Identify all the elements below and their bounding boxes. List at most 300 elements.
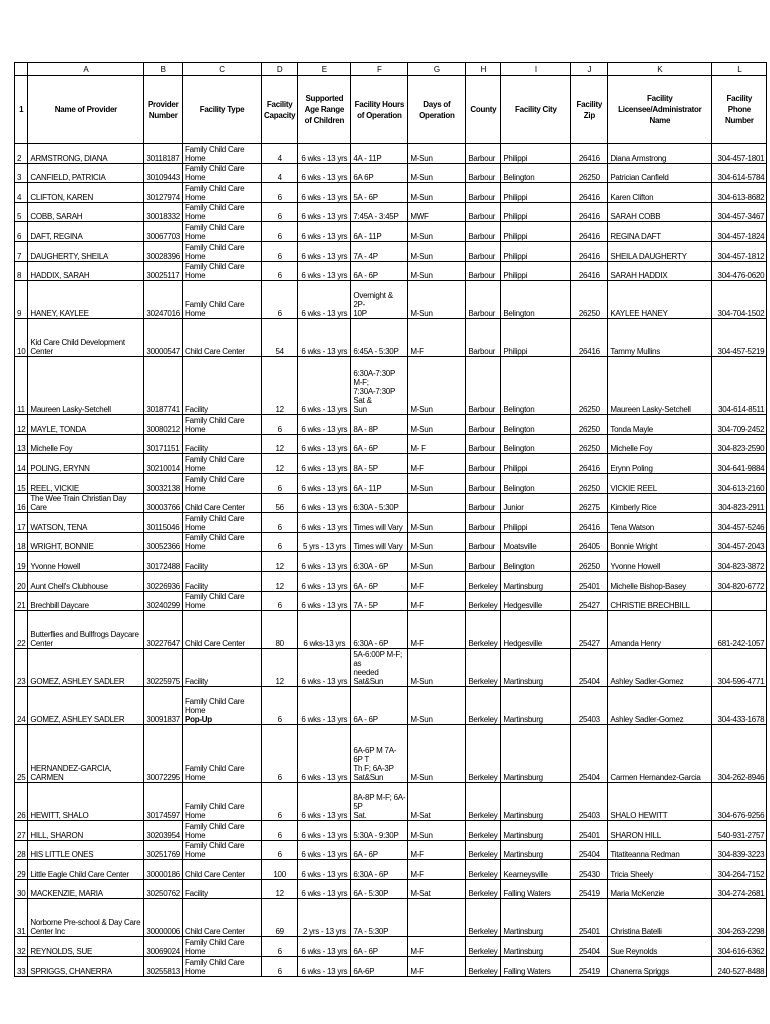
cell-provider-name: WRIGHT, BONNIE [28, 532, 144, 552]
cell-admin-name: Tricia Sheely [608, 860, 712, 880]
cell-facility-type: Family Child Care Home [183, 281, 262, 319]
cell-admin-name: SHARON HILL [608, 821, 712, 841]
cell-capacity: 6 [262, 415, 298, 435]
cell-phone: 304-457-2043 [712, 532, 767, 552]
cell-hours: 6A - 6P [351, 261, 408, 281]
column-letter: J [571, 63, 608, 76]
cell-admin-name: Ashley Sadler-Gomez [608, 649, 712, 687]
cell-city: Hedgesville [501, 611, 571, 649]
cell-provider-number: 30118187 [144, 144, 183, 164]
cell-facility-type: Facility [183, 879, 262, 899]
cell-capacity: 12 [262, 571, 298, 591]
cell-provider-number: 30227647 [144, 611, 183, 649]
column-letter: D [262, 63, 298, 76]
cell-facility-type: Family Child Care Home [183, 840, 262, 860]
cell-row-number: 10 [15, 319, 28, 357]
cell-county: Barbour [466, 415, 501, 435]
cell-days: M-F [408, 319, 466, 357]
cell-age-range: 5 yrs - 13 yrs [298, 532, 351, 552]
cell-hours: Times will Vary [351, 513, 408, 533]
cell-zip: 26250 [571, 434, 608, 454]
header-capacity: Facility Capacity [262, 76, 298, 144]
cell-provider-name: REYNOLDS, SUE [28, 937, 144, 957]
cell-phone: 304-457-1801 [712, 144, 767, 164]
cell-row-number: 27 [15, 821, 28, 841]
column-letter: I [501, 63, 571, 76]
cell-age-range: 6 wks - 13 yrs [298, 493, 351, 513]
cell-zip: 26275 [571, 493, 608, 513]
cell-age-range: 6 wks - 13 yrs [298, 415, 351, 435]
cell-provider-number: 30109443 [144, 163, 183, 183]
cell-provider-number: 30115046 [144, 513, 183, 533]
cell-hours: Overnight & 2P- 10P [351, 281, 408, 319]
cell-age-range: 6 wks - 13 yrs [298, 357, 351, 415]
cell-city: Philippi [501, 144, 571, 164]
cell-row-number: 5 [15, 202, 28, 222]
cell-provider-number: 30069024 [144, 937, 183, 957]
cell-city: Martinsburg [501, 725, 571, 783]
cell-admin-name: SHEILA DAUGHERTY [608, 241, 712, 261]
cell-phone: 304-839-3223 [712, 840, 767, 860]
cell-zip: 26416 [571, 222, 608, 242]
cell-days: M-Sun [408, 473, 466, 493]
column-letter: H [466, 63, 501, 76]
cell-hours: 5A - 6P [351, 183, 408, 203]
cell-capacity: 12 [262, 454, 298, 474]
cell-admin-name: Tena Watson [608, 513, 712, 533]
cell-days: M-Sun [408, 687, 466, 725]
cell-county: Berkeley [466, 860, 501, 880]
cell-county: Berkeley [466, 687, 501, 725]
cell-row-number: 7 [15, 241, 28, 261]
table-row [15, 571, 767, 591]
cell-phone: 304-704-1502 [712, 281, 767, 319]
cell-capacity: 6 [262, 937, 298, 957]
cell-phone: 304-457-5246 [712, 513, 767, 533]
cell-admin-name: Kimberly Rice [608, 493, 712, 513]
table-row [15, 725, 767, 783]
cell-row-number: 28 [15, 840, 28, 860]
header-row [15, 76, 767, 144]
cell-provider-number: 30091837 [144, 687, 183, 725]
cell-zip: 26250 [571, 415, 608, 435]
cell-hours: 6A - 6P [351, 687, 408, 725]
cell-county: Berkeley [466, 611, 501, 649]
cell-admin-name: Bonnie Wright [608, 532, 712, 552]
cell-capacity: 4 [262, 144, 298, 164]
cell-city: Belington [501, 281, 571, 319]
cell-city: Philippi [501, 183, 571, 203]
cell-zip: 25403 [571, 687, 608, 725]
cell-provider-name: GOMEZ, ASHLEY SADLER [28, 687, 144, 725]
cell-hours: 4A - 11P [351, 144, 408, 164]
cell-provider-name: Yvonne Howell [28, 552, 144, 572]
table-body [15, 144, 767, 977]
cell-capacity: 12 [262, 649, 298, 687]
cell-phone: 304-264-7152 [712, 860, 767, 880]
cell-provider-number: 30240299 [144, 591, 183, 611]
cell-provider-number: 30000006 [144, 899, 183, 937]
cell-phone: 304-614-5784 [712, 163, 767, 183]
cell-admin-name: Patrician Canfield [608, 163, 712, 183]
cell-provider-number: 30247016 [144, 281, 183, 319]
cell-zip: 26250 [571, 473, 608, 493]
cell-provider-number: 30225975 [144, 649, 183, 687]
cell-provider-number: 30003766 [144, 493, 183, 513]
cell-phone: 304-262-8946 [712, 725, 767, 783]
cell-provider-name: WATSON, TENA [28, 513, 144, 533]
cell-provider-number: 30127974 [144, 183, 183, 203]
cell-facility-type: Family Child Care Home [183, 532, 262, 552]
cell-admin-name: KAYLEE HANEY [608, 281, 712, 319]
cell-facility-type: Family Child Care Home [183, 183, 262, 203]
cell-capacity: 6 [262, 261, 298, 281]
cell-hours: 7:45A - 3:45P [351, 202, 408, 222]
cell-county: Barbour [466, 281, 501, 319]
cell-age-range: 6 wks - 13 yrs [298, 183, 351, 203]
cell-hours: 6A - 6P [351, 571, 408, 591]
cell-city: Philippi [501, 241, 571, 261]
cell-age-range: 6 wks - 13 yrs [298, 261, 351, 281]
cell-days: M-F [408, 937, 466, 957]
cell-county: Barbour [466, 163, 501, 183]
cell-county: Barbour [466, 319, 501, 357]
cell-row-number: 26 [15, 783, 28, 821]
cell-hours: 6:45A - 5:30P [351, 319, 408, 357]
cell-hours: 6A 6P [351, 163, 408, 183]
cell-zip: 25401 [571, 899, 608, 937]
cell-row-number: 13 [15, 434, 28, 454]
cell-admin-name: Karen Clifton [608, 183, 712, 203]
table-row [15, 783, 767, 821]
cell-row-number: 8 [15, 261, 28, 281]
cell-phone: 304-823-3872 [712, 552, 767, 572]
cell-provider-name: HILL, SHARON [28, 821, 144, 841]
cell-row-number: 17 [15, 513, 28, 533]
table-row [15, 591, 767, 611]
cell-admin-name: Amanda Henry [608, 611, 712, 649]
cell-phone: 304-274-2681 [712, 879, 767, 899]
cell-capacity: 12 [262, 434, 298, 454]
cell-city: Junior [501, 493, 571, 513]
cell-facility-type: Family Child Care Home [183, 202, 262, 222]
cell-provider-name: HANEY, KAYLEE [28, 281, 144, 319]
cell-admin-name: Diana Armstrong [608, 144, 712, 164]
cell-age-range: 6 wks - 13 yrs [298, 241, 351, 261]
cell-facility-type: Child Care Center [183, 319, 262, 357]
cell-facility-type: Family Child Care Home [183, 725, 262, 783]
cell-phone: 304-616-6362 [712, 937, 767, 957]
cell-days: M- F [408, 434, 466, 454]
cell-days: M-Sun [408, 532, 466, 552]
cell-days [408, 493, 466, 513]
cell-facility-type: Family Child Care Home [183, 937, 262, 957]
cell-zip: 26250 [571, 163, 608, 183]
cell-provider-name: MACKENZIE, MARIA [28, 879, 144, 899]
cell-facility-type: Facility [183, 357, 262, 415]
cell-age-range: 6 wks - 13 yrs [298, 163, 351, 183]
column-letter: F [351, 63, 408, 76]
cell-provider-number: 30255813 [144, 957, 183, 977]
cell-provider-name: Michelle Foy [28, 434, 144, 454]
header-age-range: Supported Age Range of Children [298, 76, 351, 144]
cell-row-number: 33 [15, 957, 28, 977]
header-phone: Facility Phone Number [712, 76, 767, 144]
cell-phone: 304-457-5219 [712, 319, 767, 357]
column-letter: A [28, 63, 144, 76]
cell-days: M-F [408, 571, 466, 591]
column-letter: K [608, 63, 712, 76]
cell-phone: 304-433-1678 [712, 687, 767, 725]
cell-city: Falling Waters [501, 957, 571, 977]
cell-provider-number: 30171151 [144, 434, 183, 454]
cell-admin-name: Maria McKenzie [608, 879, 712, 899]
header-county: County [466, 76, 501, 144]
cell-phone: 304-457-1812 [712, 241, 767, 261]
cell-row-number: 20 [15, 571, 28, 591]
cell-county: Berkeley [466, 840, 501, 860]
cell-capacity: 12 [262, 552, 298, 572]
cell-phone: 304-613-2160 [712, 473, 767, 493]
cell-hours: 7A - 5:30P [351, 899, 408, 937]
cell-zip: 25419 [571, 957, 608, 977]
cell-county: Berkeley [466, 649, 501, 687]
cell-county: Berkeley [466, 937, 501, 957]
cell-capacity: 100 [262, 860, 298, 880]
cell-capacity: 6 [262, 821, 298, 841]
cell-provider-number: 30072295 [144, 725, 183, 783]
cell-zip: 25403 [571, 783, 608, 821]
cell-row-number: 2 [15, 144, 28, 164]
cell-city: Belington [501, 473, 571, 493]
table-row [15, 473, 767, 493]
cell-row-number: 11 [15, 357, 28, 415]
cell-phone: 304-596-4771 [712, 649, 767, 687]
cell-phone [712, 591, 767, 611]
cell-hours: 6:30A - 5:30P [351, 493, 408, 513]
cell-hours: 5A-6:00P M-F; as needed Sat&Sun [351, 649, 408, 687]
cell-phone: 304-641-9884 [712, 454, 767, 474]
table-row [15, 434, 767, 454]
cell-provider-number: 30025117 [144, 261, 183, 281]
cell-provider-number: 30080212 [144, 415, 183, 435]
cell-admin-name: REGINA DAFT [608, 222, 712, 242]
cell-city: Falling Waters [501, 879, 571, 899]
cell-city: Hedgesville [501, 591, 571, 611]
cell-days: M-Sun [408, 552, 466, 572]
cell-city: Martinsburg [501, 899, 571, 937]
cell-zip: 26250 [571, 281, 608, 319]
cell-admin-name: Yvonne Howell [608, 552, 712, 572]
cell-admin-name: SARAH HADDIX [608, 261, 712, 281]
cell-facility-type: Family Child Care Home [183, 415, 262, 435]
cell-provider-name: CLIFTON, KAREN [28, 183, 144, 203]
cell-days: M-Sun [408, 163, 466, 183]
cell-row-number: 30 [15, 879, 28, 899]
cell-age-range: 2 yrs - 13 yrs [298, 899, 351, 937]
cell-hours: 8A-8P M-F; 6A-5P Sat. [351, 783, 408, 821]
cell-zip: 25404 [571, 840, 608, 860]
cell-age-range: 6 wks - 13 yrs [298, 649, 351, 687]
cell-facility-type: Facility [183, 571, 262, 591]
cell-phone: 304-820-6772 [712, 571, 767, 591]
cell-capacity: 6 [262, 591, 298, 611]
table-row [15, 222, 767, 242]
cell-capacity: 6 [262, 725, 298, 783]
cell-city: Martinsburg [501, 783, 571, 821]
table-row [15, 202, 767, 222]
cell-city: Philippi [501, 222, 571, 242]
cell-age-range: 6 wks - 13 yrs [298, 821, 351, 841]
table-row [15, 415, 767, 435]
cell-row-number: 3 [15, 163, 28, 183]
cell-zip: 26416 [571, 513, 608, 533]
cell-admin-name: SARAH COBB [608, 202, 712, 222]
cell-provider-name: REEL, VICKIE [28, 473, 144, 493]
cell-county: Barbour [466, 454, 501, 474]
cell-city: Martinsburg [501, 821, 571, 841]
header-hours: Facility Hours of Operation [351, 76, 408, 144]
cell-facility-type: Family Child Care Home [183, 473, 262, 493]
cell-city: Belington [501, 434, 571, 454]
cell-zip: 26416 [571, 241, 608, 261]
cell-hours: 6:30A - 6P [351, 860, 408, 880]
cell-days: M-F [408, 957, 466, 977]
cell-days: M-F [408, 840, 466, 860]
cell-capacity: 6 [262, 532, 298, 552]
cell-admin-name: Titatiteanna Redman [608, 840, 712, 860]
cell-provider-number: 30210014 [144, 454, 183, 474]
cell-facility-type: Child Care Center [183, 899, 262, 937]
cell-days: M-Sun [408, 222, 466, 242]
cell-age-range: 6 wks - 13 yrs [298, 879, 351, 899]
cell-hours: 8A - 5P [351, 454, 408, 474]
cell-city: Philippi [501, 202, 571, 222]
cell-hours: 6:30A - 6P [351, 611, 408, 649]
cell-admin-name: Ashley Sadler-Gomez [608, 687, 712, 725]
cell-provider-name: SPRIGGS, CHANERRA [28, 957, 144, 977]
cell-zip: 25427 [571, 611, 608, 649]
cell-capacity: 6 [262, 183, 298, 203]
cell-row-number: 21 [15, 591, 28, 611]
cell-phone: 304-823-2911 [712, 493, 767, 513]
cell-hours: Times will Vary [351, 532, 408, 552]
cell-days: M-Sat [408, 879, 466, 899]
cell-row-number: 29 [15, 860, 28, 880]
cell-city: Kearneysville [501, 860, 571, 880]
cell-admin-name: VICKIE REEL [608, 473, 712, 493]
cell-county: Barbour [466, 473, 501, 493]
cell-phone: 304-457-1824 [712, 222, 767, 242]
cell-age-range: 6 wks - 13 yrs [298, 571, 351, 591]
cell-city: Belington [501, 552, 571, 572]
cell-days: M-F [408, 454, 466, 474]
cell-provider-number: 30052366 [144, 532, 183, 552]
cell-row-number: 14 [15, 454, 28, 474]
cell-phone: 304-476-0620 [712, 261, 767, 281]
cell-city: Martinsburg [501, 649, 571, 687]
cell-county: Berkeley [466, 783, 501, 821]
table-row [15, 144, 767, 164]
header-name: Name of Provider [28, 76, 144, 144]
cell-facility-type: Family Child Care Home [183, 144, 262, 164]
cell-age-range: 6 wks - 13 yrs [298, 840, 351, 860]
cell-zip: 25404 [571, 649, 608, 687]
cell-row-number: 18 [15, 532, 28, 552]
cell-provider-number: 30032138 [144, 473, 183, 493]
cell-capacity: 6 [262, 202, 298, 222]
header-days: Days of Operation [408, 76, 466, 144]
table-row [15, 357, 767, 415]
cell-phone: 304-709-2452 [712, 415, 767, 435]
cell-county: Barbour [466, 241, 501, 261]
cell-provider-name: HIS LITTLE ONES [28, 840, 144, 860]
cell-city: Philippi [501, 261, 571, 281]
cell-capacity: 69 [262, 899, 298, 937]
cell-phone: 304-613-8682 [712, 183, 767, 203]
cell-row-number: 23 [15, 649, 28, 687]
cell-facility-type: Child Care Center [183, 611, 262, 649]
cell-days: M-Sun [408, 261, 466, 281]
cell-city: Belington [501, 415, 571, 435]
cell-provider-name: CANFIELD, PATRICIA [28, 163, 144, 183]
table-row [15, 319, 767, 357]
cell-days: M-Sun [408, 725, 466, 783]
cell-county: Barbour [466, 261, 501, 281]
cell-city: Belington [501, 357, 571, 415]
cell-facility-type: Facility [183, 649, 262, 687]
cell-admin-name: Michelle Foy [608, 434, 712, 454]
cell-city: Martinsburg [501, 840, 571, 860]
cell-phone: 304-457-3467 [712, 202, 767, 222]
corner-cell [15, 63, 28, 76]
cell-phone: 304-263-2298 [712, 899, 767, 937]
cell-phone: 540-931-2757 [712, 821, 767, 841]
cell-zip: 26416 [571, 319, 608, 357]
cell-county: Barbour [466, 532, 501, 552]
cell-admin-name: CHRISTIE BRECHBILL [608, 591, 712, 611]
cell-provider-name: POLING, ERYNN [28, 454, 144, 474]
cell-facility-type: Family Child Care Home [183, 591, 262, 611]
cell-hours: 7A - 5P [351, 591, 408, 611]
table-row [15, 493, 767, 513]
cell-facility-type: Family Child Care Home [183, 222, 262, 242]
cell-city: Belington [501, 163, 571, 183]
cell-provider-name: GOMEZ, ASHLEY SADLER [28, 649, 144, 687]
column-letter: L [712, 63, 767, 76]
cell-city: Philippi [501, 319, 571, 357]
cell-days: M-Sun [408, 241, 466, 261]
cell-zip: 26250 [571, 357, 608, 415]
cell-zip: 26416 [571, 183, 608, 203]
cell-provider-name: DAFT, REGINA [28, 222, 144, 242]
cell-county: Berkeley [466, 725, 501, 783]
cell-capacity: 54 [262, 319, 298, 357]
cell-capacity: 80 [262, 611, 298, 649]
cell-capacity: 56 [262, 493, 298, 513]
cell-city: Martinsburg [501, 571, 571, 591]
cell-facility-type: Family Child Care Home [183, 454, 262, 474]
cell-provider-name: Butterflies and Bullfrogs Daycare Center [28, 611, 144, 649]
cell-city: Philippi [501, 513, 571, 533]
cell-zip: 25419 [571, 879, 608, 899]
cell-days: M-Sun [408, 183, 466, 203]
cell-facility-type: Family Child Care Home [183, 821, 262, 841]
cell-provider-number: 30226936 [144, 571, 183, 591]
table-row [15, 454, 767, 474]
cell-capacity: 6 [262, 281, 298, 319]
column-letter: B [144, 63, 183, 76]
